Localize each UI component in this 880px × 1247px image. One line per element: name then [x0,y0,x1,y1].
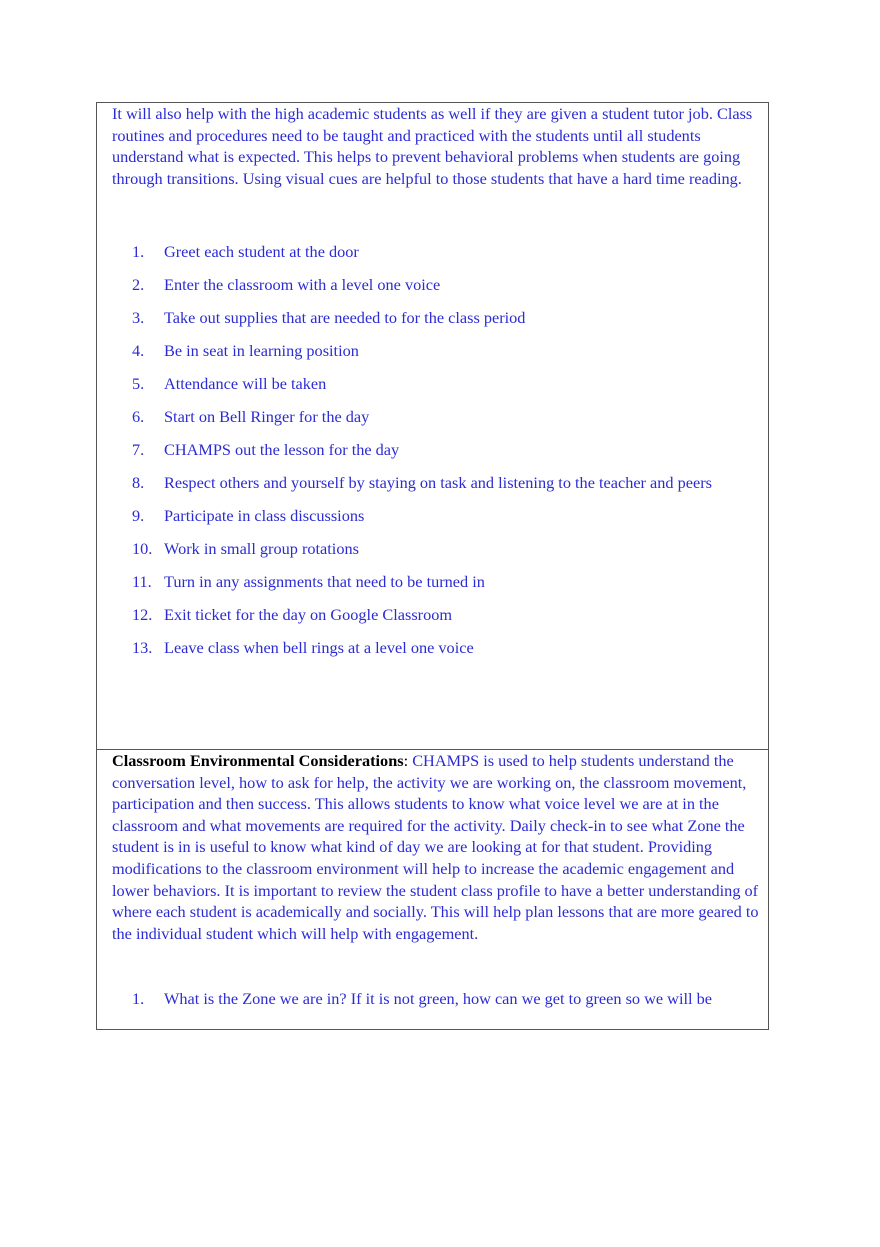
list-item [112,988,768,1010]
list-text: Start on Bell Ringer for the day [164,407,370,427]
list-number: 13. [132,638,153,658]
list-number: 8. [132,473,145,493]
list-item [112,538,768,571]
list-number: 9. [132,506,145,526]
list-item [112,307,768,340]
list-number: 1. [132,989,145,1009]
list-item [112,340,768,373]
intro-paragraph: It will also help with the high academic students as well if they are given a student tutor job. Class routines and procedures need to be taught and practiced with the students until all students understand what is expected. This helps to prevent behavioral problems when students are going through transitions. Using visual cues are helpful to those students that have a hard time reading. [112,104,753,188]
document-table [96,102,769,1030]
list-text: What is the Zone we are in? If it is not green, how can we get to green so we will be [164,989,712,1009]
routines-list [112,241,768,670]
environment-paragraph [112,750,768,944]
heading-colon: : [403,751,409,770]
environment-body: CHAMPS is used to help students understand the conversation level, how to ask for help, the activity we are working on, the classroom movement, participation and then success. This allows students to know what voice level we are at in the classroom and what movements are required for the activity. Daily check-in to see what Zone the student is in is useful to know what kind of day we are looking at for that student. Providing modifications to the classroom environment will help to increase the academic engagement and lower behaviors. It is important to review the student class profile to have a better understanding of where each student is academically and socially. This will help plan lessons that are more geared to the individual student which will help with engagement. [112,751,759,943]
list-item [112,505,768,538]
list-number: 6. [132,407,145,427]
list-item [112,571,768,604]
list-item [112,604,768,637]
list-number: 3. [132,308,145,328]
list-number: 10. [132,539,153,559]
list-text: Work in small group rotations [164,539,359,559]
list-text: Exit ticket for the day on Google Classroom [164,605,453,625]
list-text: Greet each student at the door [164,242,359,262]
list-text: Enter the classroom with a level one voice [164,275,441,295]
list-item [112,373,768,406]
section-heading: Classroom Environmental Considerations [112,751,404,770]
list-text: Participate in class discussions [164,506,365,526]
list-number: 12. [132,605,153,625]
list-text: Be in seat in learning position [164,341,359,361]
list-item [112,406,768,439]
list-number: 2. [132,275,145,295]
list-number: 1. [132,242,145,262]
routines-cell [97,103,768,749]
list-number: 7. [132,440,145,460]
zone-list [112,988,768,1010]
list-number: 5. [132,374,145,394]
list-text: Respect others and yourself by staying on task and listening to the teacher and peers [164,473,712,493]
list-text: Leave class when bell rings at a level one voice [164,638,474,658]
list-text: Turn in any assignments that need to be turned in [164,572,485,592]
list-item [112,241,768,274]
list-item [112,439,768,472]
environment-cell [97,749,768,1029]
list-number: 4. [132,341,145,361]
list-item [112,637,768,670]
list-text: CHAMPS out the lesson for the day [164,440,400,460]
list-number: 11. [132,572,152,592]
list-item [112,472,768,505]
list-text: Attendance will be taken [164,374,327,394]
list-text: Take out supplies that are needed to for the class period [164,308,526,328]
list-item [112,274,768,307]
